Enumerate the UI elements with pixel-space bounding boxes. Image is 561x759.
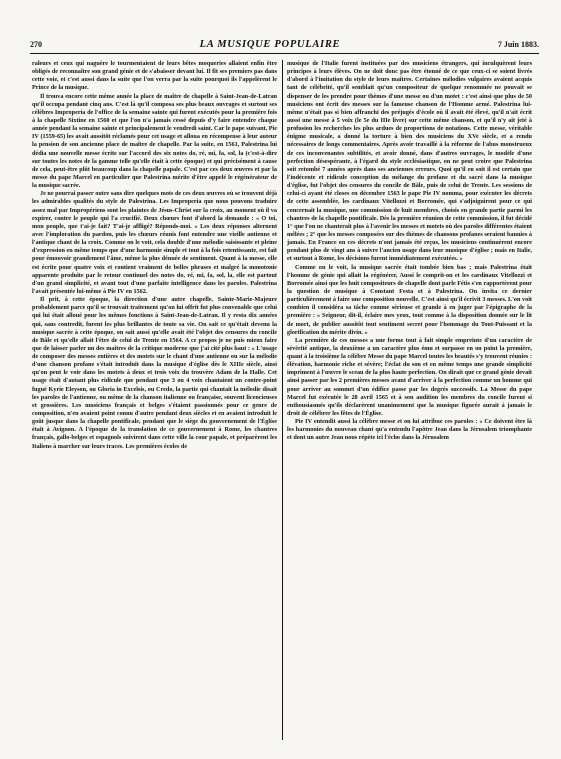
paragraph: La première de ces messes a une forme tout à fait simple empreinte d'un caractère de sévérité antique, la deuxième a un caractère plus ému et surpasse en on point la première, quant à la troisième la célèbre Messe du pape Marcel toutes les beautés s'y trouvent réunies : élévation, harmonie riche et sévère; l'éclat du son et en même temps une grande simplicité impriment à l'œuvre le sceau de la plus haute perfection. On dirait que ce grand génie devait ainsi passer par les 2 premières messes avant d'arriver à la perfection comme un homme qui pour arriver au sommet d'un édifice passe par les degrés successifs. La Messe du pape Marcel fut exécutée le 28 avril 1565 et à son audition les membres du concile furent si enthousiasmés qu'ils déclarèrent unanimement que la musique figurée aurait à jamais le droit de célébrer les fêtes de l'Église.: [287, 336, 532, 418]
paragraph: Je ne pourrai passer outre sans dire quelques mots de ces deux œuvres où se trouvent déjà les admirables qualités du style de Palestrina. Les Improperia que nous pouvons traduire assez mal par Impropériens sont les plaintes de Jésus-Christ sur la croix, au moment où il va expirer, contre le peuple qui l'a crucifié. Deux chœurs font d'abord la demande : « O toi, mon peuple, que t'ai-je fait? T'ai-je affligé? Réponds-moi. » Les deux réponses alternent avec l'imploration du pardon, puis les chœurs réunis font entendre une vieille antienne et l'antique chant de la croix. Comme on le voit, cela double d'une mélodie saisissante et pleine d'expression en même temps que d'une harmonie simple et tout à la fois retentissante, est fait pour émouvoir grandement l'âme, même la plus dénuée de sentiment. Quant à la messe, elle est écrite pour quatre voix et contient vraiment de belles phrases et malgré la monotonie apparente produite par le retour continuel des notes do, ré, mi, fa, sol, la, elle est partout d'un grand simplicité, et avant tout d'une parfaite intelligence dans les paroles. Palestrina l'avait présentée lui-même à Pie IV en 1562.: [32, 190, 277, 295]
paragraph: Il trouva encore cette même année la place de maître de chapelle à Saint-Jean-de-Latran qu'il occupa pendant cinq ans. C'est là qu'il composa ses plus beaux ouvrages et surtout ses célèbres Improperia de l'office de la semaine sainte qui furent exécutés pour la première fois à la chapelle Sixtine en 1560 et que l'on n'a jamais cessé depuis d'y faire entendre chaque année pendant la semaine sainte et principalement le vendredi saint. Car le pape suivant, Pie IV (1559-65) les avait aussitôt réclamés pour cet usage et alloua en récompense à leur auteur la pension de son ancienne place de maître de chapelle. Par la suite, en 1561, Palestrina lui dédia une nouvelle messe écrite sur l'accord des six notes do, ré, mi, fa, sol, la (c'est-à-dire sur toutes les notes de la gamme telle qu'elle était à cette époque) et qui précisément à cause de cela, peut-être plût beaucoup dans la chapelle papale. C'est par ces deux œuvres et par la messe du pape Marcel en particulier que Palestrina mérite d'être appelé le régénérateur de la musique sacrée.: [32, 92, 277, 190]
paragraph: raleurs et ceux qui naguère le tourmentaient de leurs bêtes moqueries allaient enfin être obligés de reconnaître son grand génie et de s'abaisser devant lui. Il fit ses premiers pas dans cette voie, et c'est aussi dans la suite que l'on verra par la suite pourquoi ils l'appelèrent le Prince de la musique.: [32, 60, 277, 92]
journal-title: LA MUSIQUE POPULAIRE: [199, 38, 341, 50]
page-number: 270: [30, 39, 42, 49]
paragraph: Comme on le voit, la musique sacrée était tombée bien bas ; mais Palestrina était l'homme de génie qui allait la régénérer, Aussi le comprit-on et les cardinaux Vitellozzi et Borromée ainsi que les huit compositeurs de chapelle dont parle Fétis s'en rapportèrent pour la question de musique à Constant Festa et à Palestrina. On invita ce dernier particulièrement à faire une composition nouvelle. C'est ainsi qu'il écrivit 3 messes. L'on voit combien il considéra sa tâche comme sérieuse et grande à en juger par l'épigraphe de la première : « Seigneur, dit-il, éclaire mes yeux, tout comme à la disposition donnée sur le lit de mort, de publier aussitôt tout sentiment secret pour l'hommage du Tout-Puissant et la glorification du mérite divin. »: [287, 263, 532, 336]
column-separator: [282, 60, 283, 740]
right-column: [287, 60, 532, 740]
page-header: [30, 37, 539, 51]
paragraph: Il prit, à cette époque, la direction d'une autre chapelle, Sainte-Marie-Majeure probablement parce qu'il se trouvait traitement qu'on lui offrit fut plus convenable que celui qui lui était alloué pour les mêmes fonctions à Saint-Jean-de-Latran. Il y resta dix années qui, sans contredit, furent les plus brillantes de toute sa vie. On sait ce qu'était devenu la musique sacrée à cette époque, on sait aussi qu'elle avait été l'objet des censures du concile de Bâle et qu'elle allait l'être de celui de Trente en 1564. A ce propos je ne puis mieux faire que de laisser parler un des maîtres de la critique moderne que j'ai cité plus haut : « L'usage de composer des messes entières et des motets sur le chant d'une antienne ou sur la mélodie d'une chanson profane s'était introduit dans la musique d'église dès le XIIIe siècle, ainsi qu'on peut le voir dans les motets à deux et trois voix du trouvère Adam de la Halle. Cet usage était d'autant plus ridicule que pendant que 3 ou 4 voix chantaient un contre-point fugué Kyrie Eleyson, ou Gloria in Excelsis, ou Credo, la partie qui chantait la mélodie disait les paroles de l'antienne, ou même de la chanson italienne ou française, souvent licencieuses et grossières. Les musiciens français et belges s'étaient passionnés pour ce genre de composition, n'en avaient point connu d'autre pendant deux siècles et en avaient introduit le goût jusque dans la chapelle pontificale, pendant que le siège du gouvernement de l'Église était à Avignon. A l'époque de la translation de ce gouvernement à Rome, les chantres français, gallo-belges et espagnols suivirent dans cette ville la cour papale, et préparèrent les Italiens à marcher sur leurs traces. Les premières écoles de: [32, 296, 277, 450]
paragraph: musique de l'Italie furent instituées par des musiciens étrangers, qui inculquèrent leurs principes à leurs élèves. On ne doit donc pas être étonné de ce que ceux-ci se soient livrés d'abord à l'imitation du style de leurs maîtres. Certaines mélodies vulgaires avaient acquis tant de célébrité, qu'il semblait qu'un compositeur de quelque renommée ne pouvait se dispenser de les prendre pour thèmes d'une messe ou d'un motet : c'est ainsi que plus de 50 musiciens ont écrit des messes sur la fameuse chanson de l'Homme armé. Palestrina lui-même n'était pas si bien affranchi des préjugés d'école où il avait été élevé, qu'il n'ait écrit aussi une messe à 5 voix (le 5e du IIIe livre) sur cette même chanson, et qu'il n'y ait jeté à profusion les recherches les plus ardues de proportions de notations. Cette messe, véritable énigme musicale, a donné la torture à bien des musiciens du XVe siècle, et a rendu nécessaires de longs commentaires. Après avoir travaillé à la réforme de l'abus monstrueux de ces inconvenantes subtilités, et avoir donné, dans d'autres ouvrages, le modèle d'une perfection désespérante, à l'égard du style ecclésiastique, on ne peut croire que Palestrina soit retombé 7 années après dans ses anciennes erreurs. Quoi qu'il en soit il est certain que l'indécente et ridicule conception du mélange du profane et du sacré dans la musique d'église, fut l'objet des censures du concile de Bâle, puis de celui de Trente. Les sessions de celui-ci ayant été closes en décembre 1563 le pape Pie IV nomma, pour exécuter les décrets de cette assemblée, les cardinaux Vitellozzi et Borromée, qui s'adjoignirent pour ce qui concernait la musique, une commission de huit membres, choisis en grande partie parmi les chantres de la chapelle pontificale. Dès la première réunion de cette commission, il fut décidé 1° que l'on ne chanterait plus à l'avenir les messes et motets où des paroles différentes étaient mêlées ; 2° que les messes composées sur des thèmes de chansons profanes seraient bannies à jamais. En France on ces décrets n'ont jamais été reçus, les musiciens continuèrent encore pendant plus de vingt ans à suivre l'ancien usage dans leur musique d'église ; mais en Italie, et surtout à Rome, les décisions furent immédiatement exécutées. »: [287, 60, 532, 263]
header-rule: [30, 53, 539, 54]
left-column: [32, 60, 277, 740]
paragraph: Pie IV entendit aussi la célèbre messe et on lui attribue ces paroles : « Ce doivent être là les harmonies du nouveau chant qu'a entendu l'apôtre Jean dans la Jérusalem triomphante et dont un autre Jean nous répète ici l'écho dans la Jérusalem: [287, 418, 532, 442]
issue-date: 7 Juin 1883.: [497, 39, 539, 49]
